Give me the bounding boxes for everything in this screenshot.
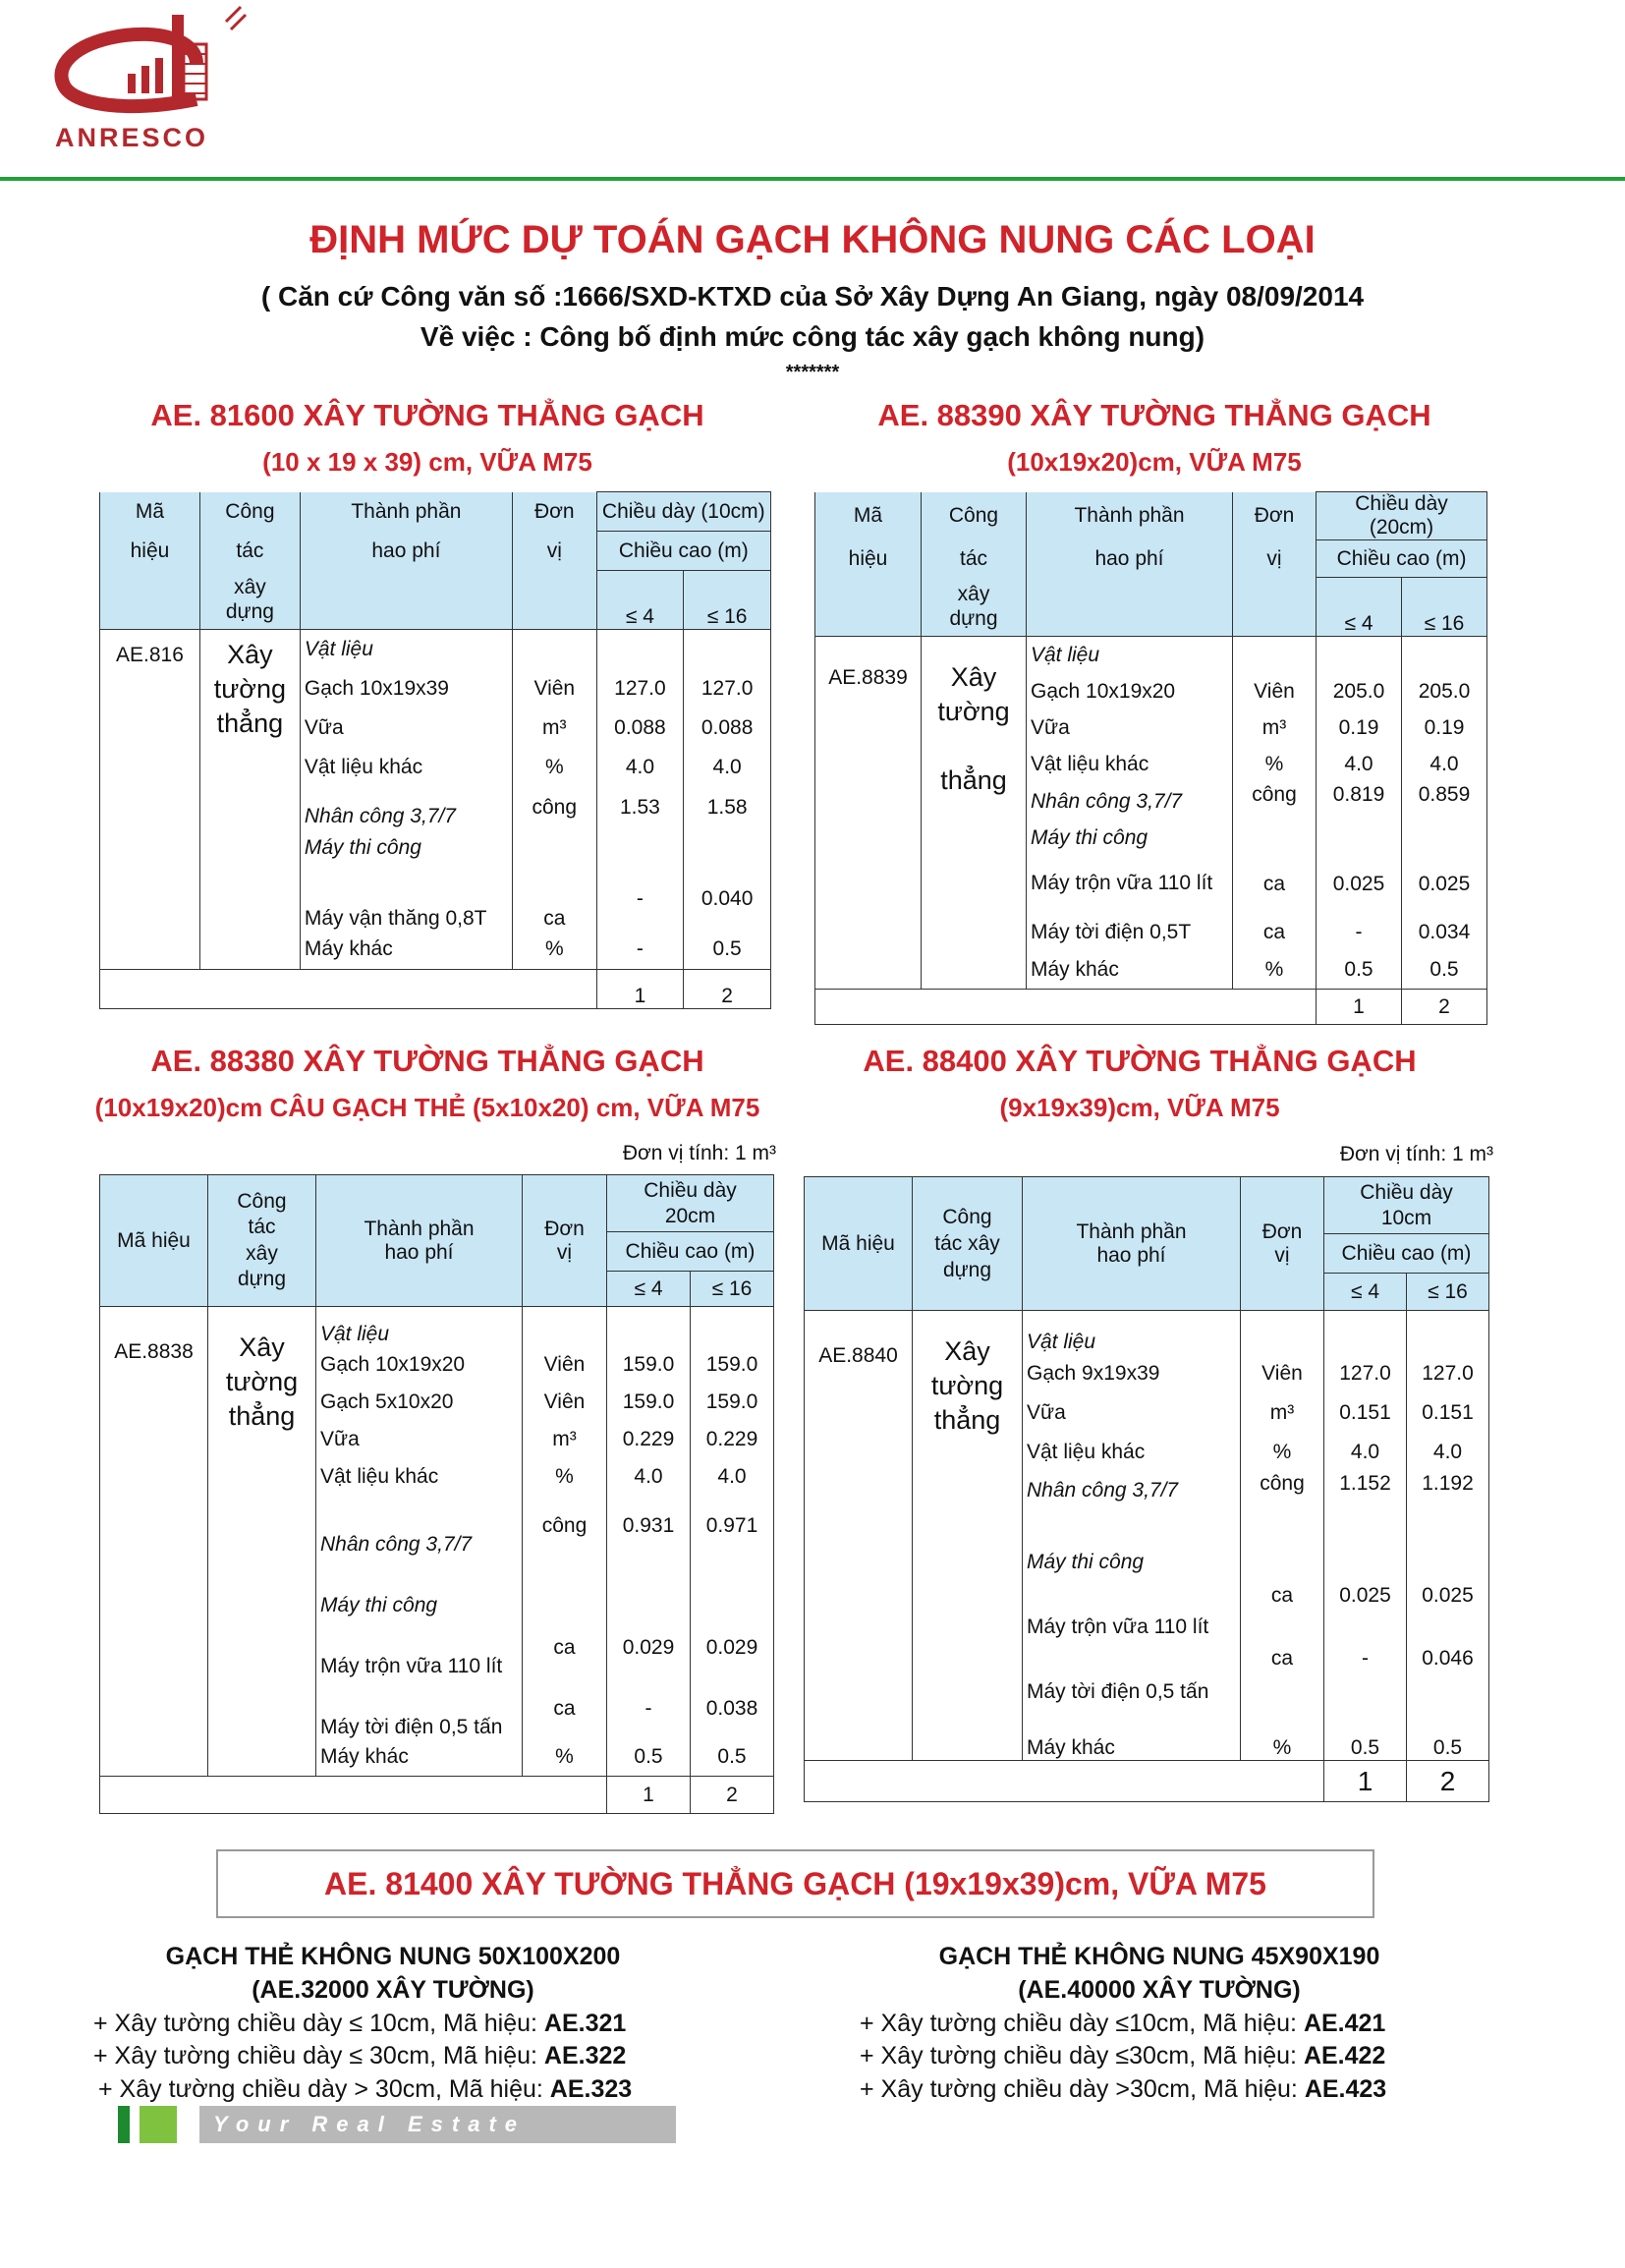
norm-table-ae8840 [804,1176,1489,1802]
row-val-2: 127.0 [684,669,771,709]
row-label: Vật liệu [1027,637,1233,674]
row-unit: Viên [1233,674,1317,710]
row-val-1: 0.931 [607,1496,691,1557]
row-val-2: 4.0 [684,748,771,787]
header-col-1: ≤ 4 [1317,578,1402,637]
row-label: Máy trộn vữa 110 lít [316,1617,523,1678]
header-height: Chiều cao (m) [1317,540,1487,578]
row-val-2: 4.0 [691,1458,774,1496]
header-work: Công tác xây dựng [208,1175,316,1307]
t3-subtitle: (10x19x20)cm CÂU GẠCH THẺ (5x10x20) cm, VỮA M75 [94,1093,760,1122]
row-val-2: 0.040 [684,868,771,931]
row-val-2: 0.151 [1407,1393,1489,1433]
row-val-1: 1.53 [596,787,684,828]
norm-table-ae8838 [99,1174,774,1814]
row-unit: Viên [512,669,596,709]
row-val-2: 0.038 [691,1678,774,1739]
row-val-2: 0.859 [1402,783,1487,821]
header-work-3: xây dựng [922,578,1027,637]
header-code: Mã hiệu [100,1175,208,1307]
header-unit: Đơn [1233,492,1317,540]
row-label: Vật liệu khác [316,1458,523,1496]
row-label: Gạch 10x19x20 [316,1346,523,1384]
header-unit-3 [1233,578,1317,637]
row-val-1: 0.5 [1324,1704,1407,1761]
footer-blank [100,970,597,1009]
row-label: Nhân công 3,7/7 [1027,783,1233,821]
t3-title: AE. 88380 XÂY TƯỜNG THẲNG GẠCH [150,1044,704,1078]
work-code: AE.8838 [100,1307,208,1777]
right-line-1: + Xây tường chiều dày ≤10cm, Mã hiệu: AE.421 [860,2009,1386,2037]
slogan-square-dark [118,2106,130,2143]
row-unit: ca [1233,913,1317,952]
left-block-subtitle: (AE.32000 XÂY TƯỜNG) [252,1975,534,2004]
row-val-2: 159.0 [691,1384,774,1421]
footer-col-2: 2 [691,1777,774,1814]
slogan-bar: Your Real Estate Developer [199,2106,676,2143]
header-unit-2: vị [1233,540,1317,578]
row-val-2: 0.046 [1407,1639,1489,1704]
row-val-1: 0.819 [1317,783,1402,821]
row-label: Máy thi công [316,1557,523,1617]
right-block-subtitle: (AE.40000 XÂY TƯỜNG) [1018,1975,1301,2004]
footer-col-1: 1 [1317,990,1402,1025]
header-unit: Đơn vị [523,1175,607,1307]
work-code: AE.8840 [805,1311,913,1761]
right-block-title: GẠCH THẺ KHÔNG NUNG 45X90X190 [938,1943,1380,1970]
row-label: Gạch 10x19x39 [300,669,512,709]
row-label: Vật liệu khác [1023,1433,1241,1472]
slogan-square-light [140,2106,177,2143]
ae81400-banner: AE. 81400 XÂY TƯỜNG THẲNG GẠCH (19x19x39)cm, VỮA M75 [216,1849,1374,1918]
header-work-2: tác [199,532,300,571]
row-val-2: 159.0 [691,1346,774,1384]
row-label: Vật liệu [316,1307,523,1346]
row-unit: công [512,787,596,828]
row-label: Vật liệu khác [300,748,512,787]
header-component-3 [300,571,512,630]
row-unit: % [512,748,596,787]
row-label: Máy thi công [1023,1509,1241,1574]
subject-line: Về việc : Công bố định mức công tác xây gạch không nung) [420,321,1205,352]
row-val-2: 0.5 [684,931,771,970]
separator-stars: ******* [785,362,840,383]
header-code-3 [100,571,200,630]
row-label: Máy tời điện 0,5 tấn [1023,1639,1241,1704]
row-val-1: 4.0 [1324,1433,1407,1472]
row-unit: % [523,1739,607,1777]
row-val-1: 0.088 [596,709,684,748]
row-label: Máy trộn vữa 110 lít [1027,856,1233,913]
row-unit: ca [523,1678,607,1739]
row-label: Vữa [300,709,512,748]
row-val-2: 0.229 [691,1421,774,1458]
row-val-1: 4.0 [596,748,684,787]
row-val-1: 159.0 [607,1346,691,1384]
header-work-2: tác [922,540,1027,578]
row-label: Vật liệu [300,630,512,669]
row-val-2: 4.0 [1402,747,1487,783]
work-code: AE.8839 [815,637,922,990]
footer-blank [100,1777,607,1814]
t4-subtitle: (9x19x39)cm, VỮA M75 [999,1093,1280,1122]
header-unit: Đơn vị [1241,1177,1324,1311]
row-label: Gạch 9x19x39 [1023,1354,1241,1393]
header-work: Công [922,492,1027,540]
work-name: Xây tường thẳng [913,1311,1023,1761]
row-label: Gạch 10x19x20 [1027,674,1233,710]
legal-basis: ( Căn cứ Công văn số :1666/SXD-KTXD của Sở Xây Dựng An Giang, ngày 08/09/2014 [260,281,1365,312]
row-label: Máy tời điện 0,5T [1027,913,1233,952]
row-val-1: 0.5 [607,1739,691,1777]
header-col-2: ≤ 16 [1407,1274,1489,1311]
row-val-1: 1.152 [1324,1472,1407,1509]
row-unit: m³ [1241,1393,1324,1433]
row-val-1: 0.029 [607,1617,691,1678]
t1-title: AE. 81600 XÂY TƯỜNG THẲNG GẠCH [150,398,704,432]
footer-blank [805,1761,1324,1802]
right-line-2: + Xây tường chiều dày ≤30cm, Mã hiệu: AE.422 [860,2042,1386,2070]
row-val-1: 127.0 [1324,1354,1407,1393]
row-label: Vữa [316,1421,523,1458]
row-label: Máy khác [1027,952,1233,990]
row-unit: Viên [523,1346,607,1384]
row-val-2: 1.58 [684,787,771,828]
row-val-2: 0.5 [691,1739,774,1777]
row-val-1: 0.151 [1324,1393,1407,1433]
row-label: Vật liệu [1023,1311,1241,1354]
footer-col-2: 2 [1407,1761,1489,1802]
header-thickness: Chiều dày (20cm) [1317,492,1487,540]
header-divider [0,177,1625,181]
header-unit-2: vị [512,532,596,571]
logo-text: ANRESCO [55,123,209,152]
header-height: Chiều cao (m) [596,532,770,571]
row-val-1: - [1324,1639,1407,1704]
row-val-2: 0.19 [1402,710,1487,747]
left-brick-block [59,1941,727,2107]
row-val-2: 127.0 [1407,1354,1489,1393]
header-col-1: ≤ 4 [596,571,684,630]
row-val-1: 0.025 [1317,856,1402,913]
row-unit: % [1241,1704,1324,1761]
header-height: Chiều cao (m) [1324,1234,1489,1274]
row-label: Máy thi công [1027,821,1233,856]
row-unit: công [1233,783,1317,821]
row-unit: công [1241,1472,1324,1509]
row-unit: m³ [1233,710,1317,747]
row-unit: công [523,1496,607,1557]
row-val-2: 4.0 [1407,1433,1489,1472]
row-unit: ca [1233,856,1317,913]
t4-unit-note: Đơn vị tính: 1 m³ [1339,1143,1493,1165]
t4-title: AE. 88400 XÂY TƯỜNG THẲNG GẠCH [863,1044,1417,1078]
work-code: AE.816 [100,630,200,970]
row-unit: ca [1241,1639,1324,1704]
work-name: Xây tường thẳng [208,1307,316,1777]
row-val-1: - [596,868,684,931]
t3-unit-note: Đơn vị tính: 1 m³ [622,1142,776,1164]
row-val-2: 0.971 [691,1496,774,1557]
row-label: Máy khác [316,1739,523,1777]
row-label: Nhân công 3,7/7 [300,787,512,828]
row-val-1: 127.0 [596,669,684,709]
header-code: Mã [815,492,922,540]
row-unit: ca [512,868,596,931]
row-unit: % [523,1458,607,1496]
row-label: Máy khác [1023,1704,1241,1761]
header-component: Thành phần [1027,492,1233,540]
row-label: Gạch 5x10x20 [316,1384,523,1421]
page-title: ĐỊNH MỨC DỰ TOÁN GẠCH KHÔNG NUNG CÁC LOẠI [309,218,1316,261]
footer-blank [815,990,1317,1025]
header-component: Thành phần hao phí [1023,1177,1241,1311]
header-thickness: Chiều dày 10cm [1324,1177,1489,1234]
row-unit: ca [523,1617,607,1678]
row-unit: ca [1241,1574,1324,1639]
header-col-1: ≤ 4 [1324,1274,1407,1311]
header-code-2: hiệu [100,532,200,571]
row-val-2: 0.029 [691,1617,774,1678]
header-component-3 [1027,578,1233,637]
row-unit: m³ [523,1421,607,1458]
work-name: Xây tường thẳng [199,630,300,970]
t2-title: AE. 88390 XÂY TƯỜNG THẲNG GẠCH [877,398,1431,432]
header-thickness: Chiều dày (10cm) [596,492,770,532]
row-val-2: 0.034 [1402,913,1487,952]
header-code: Mã hiệu [805,1177,913,1311]
row-val-1: 0.5 [1317,952,1402,990]
footer-col-1: 1 [1324,1761,1407,1802]
row-unit: % [1233,952,1317,990]
header-work-3: xây dựng [199,571,300,630]
row-label: Vật liệu khác [1027,747,1233,783]
footer-col-2: 2 [1402,990,1487,1025]
row-val-1: 0.229 [607,1421,691,1458]
row-label: Máy trộn vữa 110 lít [1023,1574,1241,1639]
header-code-2: hiệu [815,540,922,578]
header-component-2: hao phí [1027,540,1233,578]
t1-subtitle: (10 x 19 x 39) cm, VỮA M75 [262,447,592,477]
row-label: Nhân công 3,7/7 [1023,1472,1241,1509]
row-val-2: 205.0 [1402,674,1487,710]
header-work: Công [199,492,300,532]
company-logo [49,5,305,157]
row-val-1: 0.025 [1324,1574,1407,1639]
row-val-2: 0.025 [1407,1574,1489,1639]
header-component: Thành phần hao phí [316,1175,523,1307]
footer-col-2: 2 [684,970,771,1009]
row-val-2: 1.192 [1407,1472,1489,1509]
left-line-2: + Xây tường chiều dày ≤ 30cm, Mã hiệu: AE.322 [93,2042,627,2070]
right-brick-block [825,1941,1493,2107]
header-code: Mã [100,492,200,532]
left-block-title: GẠCH THẺ KHÔNG NUNG 50X100X200 [165,1943,621,1970]
row-val-1: 159.0 [607,1384,691,1421]
row-label: Máy khác [300,931,512,970]
row-unit: % [1241,1433,1324,1472]
row-label: Máy vận thăng 0,8T [300,868,512,931]
norm-table-ae816 [99,491,771,1009]
header-code-3 [815,578,922,637]
row-label: Máy tời điện 0,5 tấn [316,1678,523,1739]
left-line-3: + Xây tường chiều dày > 30cm, Mã hiệu: AE.323 [98,2075,633,2103]
footer-col-1: 1 [596,970,684,1009]
row-val-1: 205.0 [1317,674,1402,710]
header-thickness: Chiều dày 20cm [607,1175,774,1232]
header-col-1: ≤ 4 [607,1272,691,1307]
row-val-1: 4.0 [1317,747,1402,783]
header-component-2: hao phí [300,532,512,571]
row-label: Vữa [1023,1393,1241,1433]
row-val-2: 0.088 [684,709,771,748]
footer-col-1: 1 [607,1777,691,1814]
row-val-1: 0.19 [1317,710,1402,747]
logo-graphic-icon [49,5,305,128]
row-val-2: 0.5 [1407,1704,1489,1761]
row-val-2: 0.025 [1402,856,1487,913]
row-val-1: - [607,1678,691,1739]
header-work: Công tác xây dựng [913,1177,1023,1311]
row-unit: Viên [523,1384,607,1421]
header-unit: Đơn [512,492,596,532]
header-col-2: ≤ 16 [684,571,771,630]
row-unit: % [512,931,596,970]
header-height: Chiều cao (m) [607,1232,774,1272]
header-unit-3 [512,571,596,630]
row-val-1: - [1317,913,1402,952]
work-name: Xây tường thẳng [922,637,1027,990]
row-label: Máy thi công [300,828,512,868]
row-label: Vữa [1027,710,1233,747]
right-line-3: + Xây tường chiều dày >30cm, Mã hiệu: AE.423 [860,2075,1387,2103]
header-component: Thành phần [300,492,512,532]
row-label: Nhân công 3,7/7 [316,1496,523,1557]
header-col-2: ≤ 16 [1402,578,1487,637]
header-col-2: ≤ 16 [691,1272,774,1307]
row-unit: Viên [1241,1354,1324,1393]
left-line-1: + Xây tường chiều dày ≤ 10cm, Mã hiệu: AE.321 [93,2009,627,2037]
row-unit: m³ [512,709,596,748]
row-val-1: 4.0 [607,1458,691,1496]
t2-subtitle: (10x19x20)cm, VỮA M75 [1007,447,1302,477]
norm-table-ae8839 [814,491,1487,1025]
row-unit: % [1233,747,1317,783]
row-val-2: 0.5 [1402,952,1487,990]
row-val-1: - [596,931,684,970]
